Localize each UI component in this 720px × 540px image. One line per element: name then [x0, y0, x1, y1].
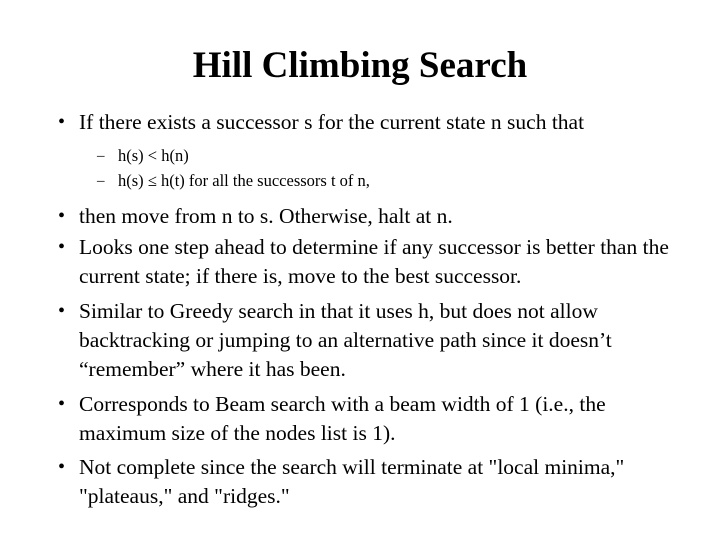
- bullet-text: then move from n to s. Otherwise, halt at n.: [79, 204, 453, 228]
- bullet-text: Not complete since the search will terminate at "local minima," "plateaus," and "ridges.": [79, 455, 625, 508]
- subbullet-text: h(s) ≤ h(t) for all the successors t of n,: [118, 171, 370, 190]
- bullet-text: Looks one step ahead to determine if any successor is better than the current state; if there is, move to the best successor.: [79, 235, 669, 288]
- bullet-marker: •: [58, 300, 66, 322]
- bullet-marker: •: [58, 236, 66, 258]
- subbullet-text: h(s) < h(n): [118, 146, 189, 165]
- slide-title: Hill Climbing Search: [192, 45, 528, 86]
- bullet-text: If there exists a successor s for the current state n such that: [79, 110, 585, 134]
- bullet-text: Similar to Greedy search in that it uses h, but does not allow backtracking or jumping to an alternative path since it doesn’t “remember” where it has been.: [79, 299, 612, 381]
- subbullet-marker: –: [97, 148, 105, 164]
- bullet-marker: •: [58, 205, 66, 227]
- bullet-marker: •: [58, 111, 66, 133]
- subbullet-marker: –: [97, 173, 105, 189]
- bullet-marker: •: [58, 456, 66, 478]
- bullet-text: Corresponds to Beam search with a beam width of 1 (i.e., the maximum size of the nodes list is 1).: [79, 392, 606, 445]
- bullet-marker: •: [58, 393, 66, 415]
